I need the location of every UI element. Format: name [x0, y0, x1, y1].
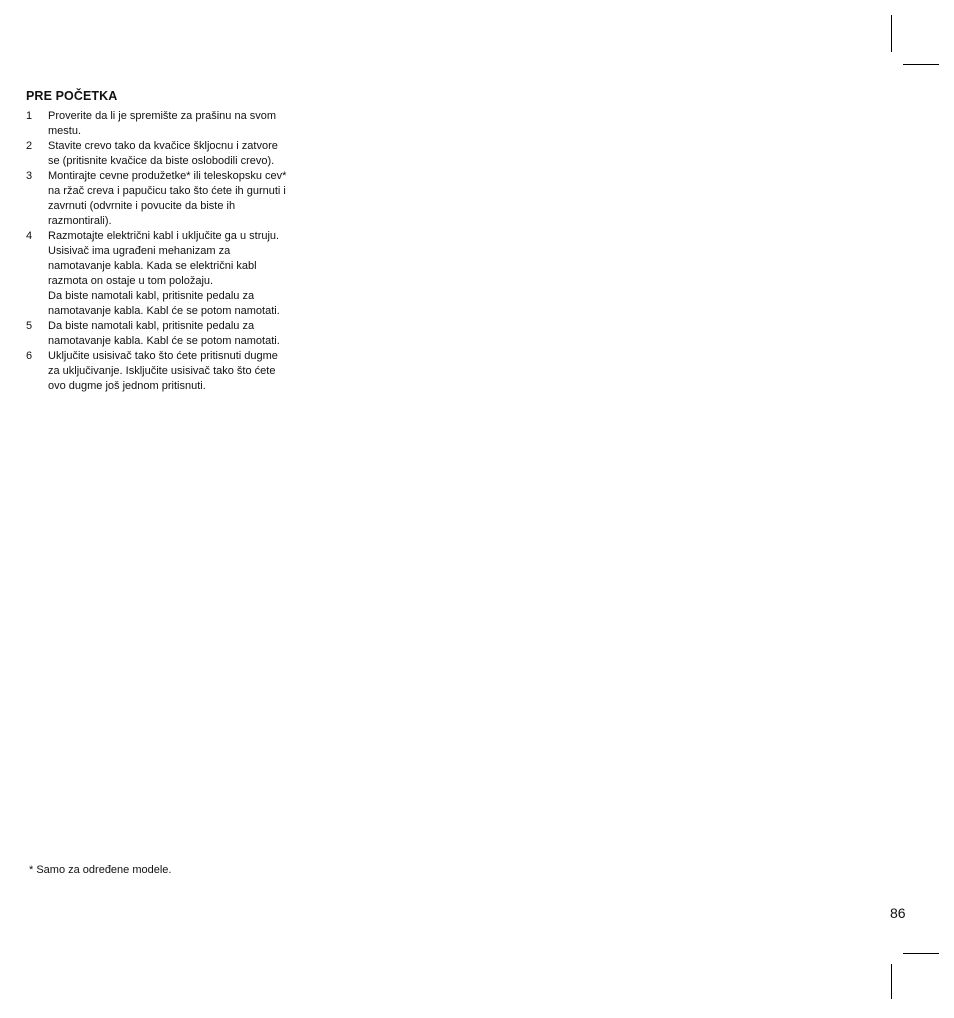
- section-title: PRE POČETKA: [26, 89, 118, 103]
- page-number: 86: [890, 905, 906, 921]
- step-text: Uključite usisivač tako što ćete pritisnuti dugme za uključivanje. Isključite usisivač tako što ćete ovo dugme još jednom pritisnuti.: [48, 350, 278, 392]
- step-note: Da biste namotali kabl, pritisnite pedalu za namotavanje kabla. Kabl će se potom namotati.: [48, 290, 280, 317]
- crop-mark-top-horizontal: [903, 64, 939, 65]
- step-text: Da biste namotali kabl, pritisnite pedalu za namotavanje kabla. Kabl će se potom namotati.: [48, 320, 280, 347]
- step-text: Stavite crevo tako da kvačice škljocnu i zatvore se (pritisnite kvačice da biste oslobodili crevo).: [48, 140, 278, 167]
- step-1: [26, 109, 292, 139]
- step-body: [48, 139, 292, 169]
- step-number: 5: [26, 320, 33, 332]
- step-body: [48, 169, 292, 229]
- step-4: [26, 229, 292, 319]
- step-text: Montirajte cevne produžetke* ili teleskopsku cev* na ržač creva i papučicu tako što ćete ih gurnuti i zavrnuti (odvrnite i povucite da biste ih razmontirali).: [48, 170, 287, 227]
- crop-mark-bottom-vertical: [891, 964, 892, 999]
- step-body: [48, 349, 292, 394]
- crop-mark-top-vertical: [891, 15, 892, 52]
- step-text: Proverite da li je spremište za prašinu na svom mestu.: [48, 110, 277, 137]
- step-number: 6: [26, 350, 33, 362]
- footnote: * Samo za određene modele.: [29, 864, 172, 876]
- instructions-column: [26, 89, 292, 394]
- step-5: [26, 319, 292, 349]
- step-body: [48, 229, 292, 319]
- step-number: 3: [26, 170, 33, 182]
- step-number: 2: [26, 140, 33, 152]
- step-body: [48, 109, 292, 139]
- steps-list: [26, 109, 292, 394]
- step-text: Razmotajte električni kabl i uključite ga u struju. Usisivač ima ugrađeni mehanizam za namotavanje kabla. Kada se električni kabl razmota on ostaje u tom položaju.: [48, 230, 280, 287]
- step-number: 4: [26, 230, 33, 242]
- step-body: [48, 319, 292, 349]
- crop-mark-bottom-horizontal: [903, 953, 939, 954]
- step-number: 1: [26, 110, 33, 122]
- step-3: [26, 169, 292, 229]
- step-2: [26, 139, 292, 169]
- step-6: [26, 349, 292, 394]
